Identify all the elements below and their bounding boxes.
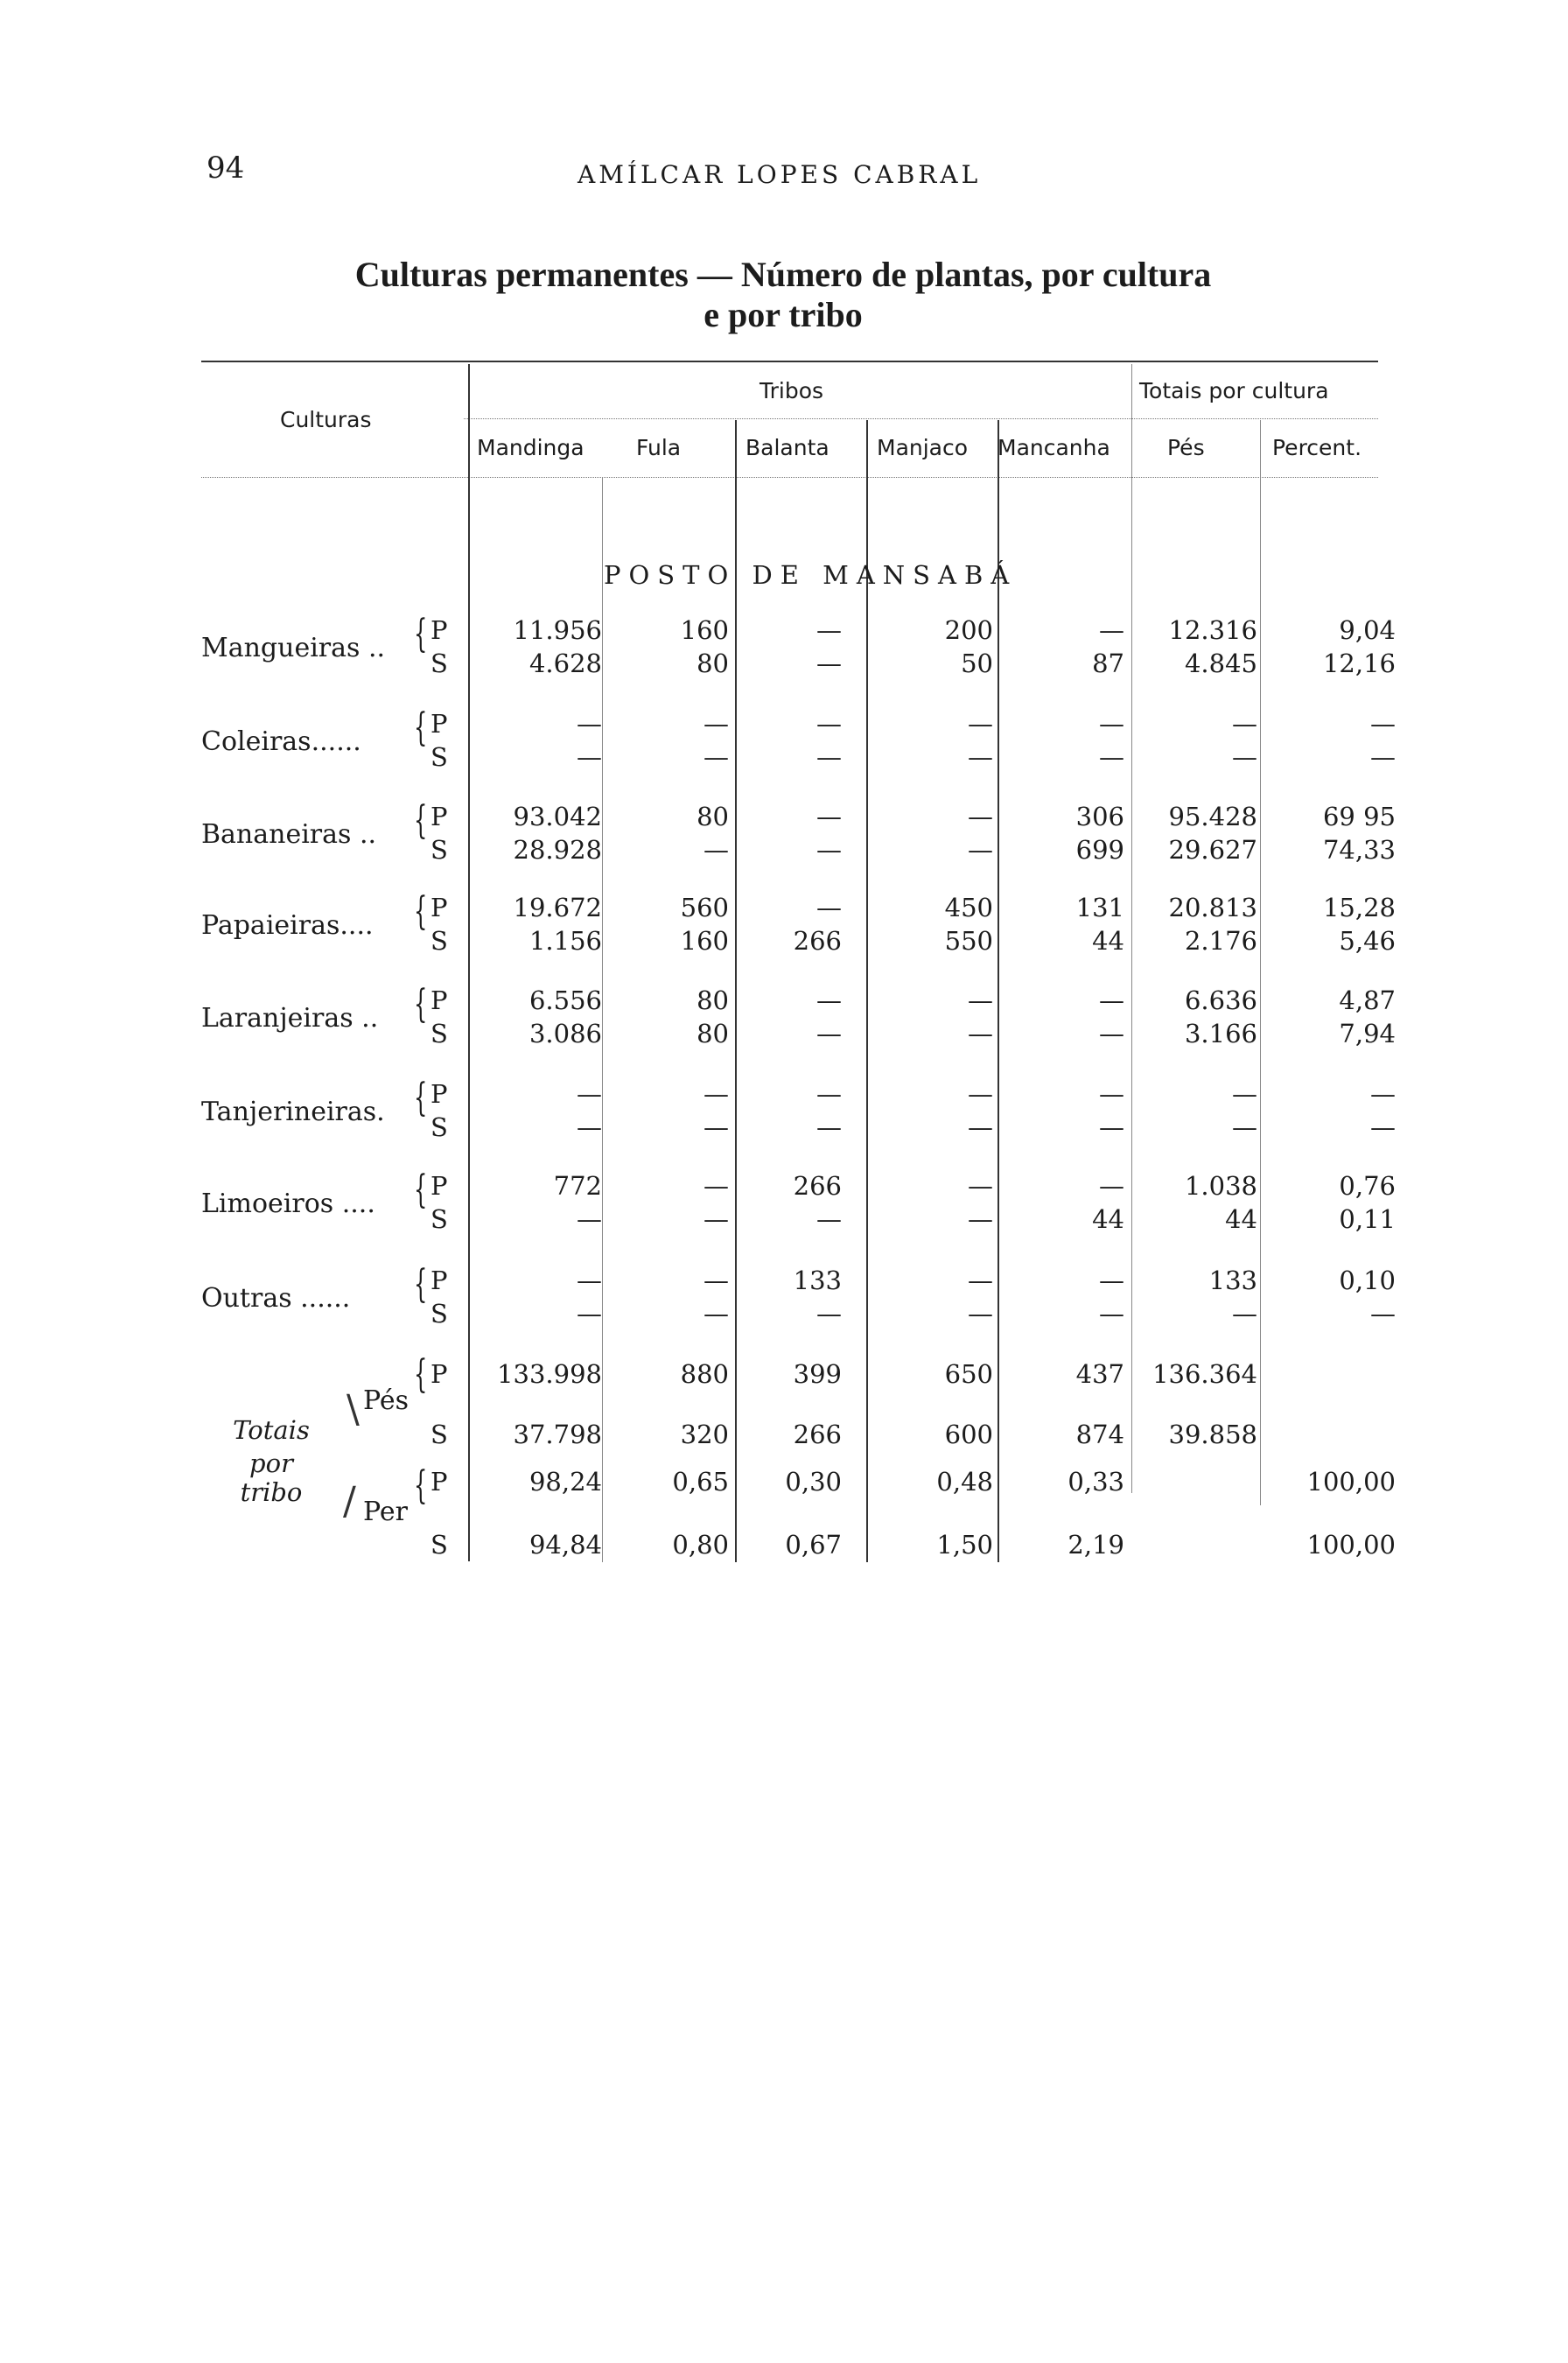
header-mid-rule [464, 418, 1378, 419]
cell-p-fula: 80 [696, 802, 729, 831]
cell-s-mandinga: — [577, 1112, 602, 1142]
totals-bar-lower: / [343, 1479, 356, 1524]
cell-p-pes: 1.038 [1184, 1171, 1257, 1201]
totals-cell-manjaco: 1,50 [936, 1530, 993, 1560]
cell-p-mandinga: 772 [553, 1171, 602, 1201]
cell-p-percent: — [1370, 1079, 1396, 1109]
cell-s-pes: 4.845 [1184, 649, 1257, 678]
cell-s-pes: — [1232, 1299, 1257, 1329]
cell-p-mancanha: — [1099, 1266, 1124, 1295]
cell-p-mandinga: 6.556 [528, 985, 602, 1015]
cell-s-manjaco: 50 [961, 649, 993, 678]
cell-p-balanta: — [816, 709, 842, 739]
cell-p-mandinga: 19.672 [513, 893, 602, 922]
cell-p-fula: 80 [696, 985, 729, 1015]
cell-s-pes: 3.166 [1184, 1019, 1257, 1048]
row-label: Tanjerineiras. [201, 1097, 385, 1127]
row-label: Bananeiras .. [201, 819, 377, 850]
row-label: Papaieiras.... [201, 910, 374, 941]
cell-p-balanta: — [816, 893, 842, 922]
totals-label-2: por [249, 1448, 293, 1478]
row-p-label: P [430, 893, 448, 922]
cell-s-mancanha: — [1099, 742, 1124, 772]
running-head: AMÍLCAR LOPES CABRAL [578, 160, 982, 189]
totals-cell-mandinga: 94,84 [528, 1530, 602, 1560]
cell-p-manjaco: — [968, 1171, 993, 1201]
totals-cell-balanta: 0,30 [785, 1467, 842, 1497]
cell-p-pes: 133 [1208, 1266, 1257, 1295]
totals-ps-label: P [430, 1467, 448, 1497]
cell-p-percent: 9,04 [1339, 615, 1396, 645]
totals-ps-label: S [430, 1530, 448, 1560]
header-top-rule [201, 361, 1378, 362]
cell-s-mandinga: 28.928 [513, 835, 602, 865]
cell-s-fula: — [704, 1299, 729, 1329]
cell-s-percent: 74,33 [1322, 835, 1396, 865]
cell-s-pes: 2.176 [1184, 926, 1257, 956]
totals-cell-percent: 100,00 [1306, 1530, 1396, 1560]
cell-s-balanta: — [816, 1204, 842, 1234]
cell-s-percent: — [1370, 1299, 1396, 1329]
row-brace: { [414, 982, 428, 1027]
header-culturas: Culturas [280, 407, 372, 432]
totals-cell-pes: 136.364 [1152, 1359, 1257, 1389]
cell-s-fula: — [704, 1112, 729, 1142]
totals-cell-balanta: 0,67 [785, 1530, 842, 1560]
cell-p-mandinga: 11.956 [513, 615, 602, 645]
cell-p-mandinga: — [577, 1079, 602, 1109]
cell-s-balanta: — [816, 742, 842, 772]
totals-cell-mancanha: 0,33 [1068, 1467, 1124, 1497]
row-s-label: S [430, 1299, 448, 1329]
cell-s-balanta: — [816, 835, 842, 865]
row-label: Limoeiros .... [201, 1189, 375, 1219]
cell-p-pes: — [1232, 1079, 1257, 1109]
cell-s-manjaco: 550 [944, 926, 993, 956]
totals-cell-pes: 39.858 [1168, 1420, 1257, 1449]
totals-cell-fula: 0,65 [672, 1467, 729, 1497]
cell-p-percent: — [1370, 709, 1396, 739]
totals-brace-pes: { [414, 1352, 428, 1397]
cell-s-mandinga: 1.156 [528, 926, 602, 956]
totals-cell-fula: 320 [680, 1420, 729, 1449]
cell-s-percent: 5,46 [1339, 926, 1396, 956]
col-manjaco: Manjaco [877, 435, 969, 460]
cell-s-percent: 7,94 [1339, 1019, 1396, 1048]
row-p-label: P [430, 1079, 448, 1109]
totals-brace-per: { [414, 1463, 428, 1508]
cell-s-manjaco: — [968, 835, 993, 865]
col-mandinga: Mandinga [477, 435, 584, 460]
cell-s-manjaco: — [968, 1204, 993, 1234]
totals-cell-manjaco: 650 [944, 1359, 993, 1389]
cell-p-manjaco: — [968, 985, 993, 1015]
rule-after-culturas [468, 364, 470, 1561]
totals-bar-upper: \ [346, 1387, 360, 1432]
cell-s-pes: 44 [1225, 1204, 1257, 1234]
totals-cell-balanta: 266 [793, 1420, 842, 1449]
cell-s-fula: 160 [680, 926, 729, 956]
cell-p-balanta: — [816, 985, 842, 1015]
cell-p-fula: — [704, 1079, 729, 1109]
row-s-label: S [430, 742, 448, 772]
cell-s-mandinga: 4.628 [528, 649, 602, 678]
cell-p-manjaco: — [968, 1266, 993, 1295]
col-mancanha: Mancanha [998, 435, 1110, 460]
cell-s-balanta: — [816, 649, 842, 678]
cell-s-mandinga: — [577, 742, 602, 772]
cell-s-mancanha: 87 [1092, 649, 1124, 678]
table-title-line-2: e por tribo [704, 295, 863, 334]
cell-p-balanta: 266 [793, 1171, 842, 1201]
cell-p-mandinga: — [577, 709, 602, 739]
cell-p-balanta: 133 [793, 1266, 842, 1295]
cell-s-manjaco: — [968, 742, 993, 772]
totals-ps-label: S [430, 1420, 448, 1449]
cell-s-fula: 80 [696, 1019, 729, 1048]
totals-ps-label: P [430, 1359, 448, 1389]
cell-s-mandinga: — [577, 1204, 602, 1234]
cell-p-balanta: — [816, 802, 842, 831]
cell-p-percent: 4,87 [1339, 985, 1396, 1015]
page-number: 94 [206, 151, 245, 186]
cell-p-fula: 560 [680, 893, 729, 922]
cell-p-manjaco: — [968, 709, 993, 739]
cell-p-fula: 160 [680, 615, 729, 645]
totals-cell-fula: 880 [680, 1359, 729, 1389]
cell-p-manjaco: — [968, 802, 993, 831]
cell-s-balanta: 266 [793, 926, 842, 956]
cell-p-pes: — [1232, 709, 1257, 739]
row-brace: { [414, 1076, 428, 1120]
cell-s-percent: 12,16 [1322, 649, 1396, 678]
row-label: Laranjeiras .. [201, 1003, 379, 1034]
totals-label-1: Totais [233, 1415, 310, 1445]
cell-s-percent: — [1370, 742, 1396, 772]
row-p-label: P [430, 985, 448, 1015]
cell-p-mandinga: 93.042 [513, 802, 602, 831]
cell-s-percent: 0,11 [1339, 1204, 1396, 1234]
cell-p-fula: — [704, 1266, 729, 1295]
row-brace: { [414, 798, 428, 843]
cell-s-fula: — [704, 835, 729, 865]
row-brace: { [414, 889, 428, 934]
cell-p-percent: 15,28 [1322, 893, 1396, 922]
cell-s-mancanha: 44 [1092, 926, 1124, 956]
cell-s-manjaco: — [968, 1299, 993, 1329]
cell-p-mancanha: — [1099, 1079, 1124, 1109]
cell-s-balanta: — [816, 1112, 842, 1142]
cell-s-manjaco: — [968, 1019, 993, 1048]
row-p-label: P [430, 1171, 448, 1201]
totals-cell-mancanha: 437 [1075, 1359, 1124, 1389]
cell-s-pes: — [1232, 1112, 1257, 1142]
row-p-label: P [430, 1266, 448, 1295]
col-pes: Pés [1167, 435, 1205, 460]
row-p-label: P [430, 709, 448, 739]
col-fula: Fula [636, 435, 682, 460]
cell-p-manjaco: 200 [944, 615, 993, 645]
row-s-label: S [430, 649, 448, 678]
cell-s-pes: 29.627 [1168, 835, 1257, 865]
section-title: POSTO DE MANSABÁ [604, 560, 1018, 590]
cell-p-mancanha: — [1099, 615, 1124, 645]
totals-cell-mancanha: 874 [1075, 1420, 1124, 1449]
row-s-label: S [430, 926, 448, 956]
cell-s-mandinga: — [577, 1299, 602, 1329]
col-percent: Percent. [1272, 435, 1362, 460]
totals-cell-mancanha: 2,19 [1068, 1530, 1124, 1560]
totals-cell-manjaco: 0,48 [936, 1467, 993, 1497]
table-title-line-1: Culturas permanentes — Número de plantas, por cultura [354, 255, 1212, 294]
cell-p-fula: — [704, 1171, 729, 1201]
cell-p-mancanha: — [1099, 1171, 1124, 1201]
cell-s-fula: — [704, 742, 729, 772]
cell-p-balanta: — [816, 1079, 842, 1109]
header-totais: Totais por cultura [1139, 378, 1329, 403]
totals-cell-percent: 100,00 [1306, 1467, 1396, 1497]
cell-p-balanta: — [816, 615, 842, 645]
row-p-label: P [430, 615, 448, 645]
cell-s-pes: — [1232, 742, 1257, 772]
cell-p-percent: 0,76 [1339, 1171, 1396, 1201]
cell-s-mancanha: 44 [1092, 1204, 1124, 1234]
totals-label-3: tribo [240, 1477, 303, 1507]
cell-s-manjaco: — [968, 1112, 993, 1142]
header-bottom-rule [201, 477, 1378, 478]
totals-cell-mandinga: 37.798 [513, 1420, 602, 1449]
totals-per-label: Per [363, 1497, 408, 1527]
row-s-label: S [430, 1112, 448, 1142]
cell-p-percent: 0,10 [1339, 1266, 1396, 1295]
totals-cell-manjaco: 600 [944, 1420, 993, 1449]
totals-cell-fula: 0,80 [672, 1530, 729, 1560]
cell-p-fula: — [704, 709, 729, 739]
cell-p-pes: 20.813 [1168, 893, 1257, 922]
cell-p-pes: 95.428 [1168, 802, 1257, 831]
cell-s-mancanha: — [1099, 1019, 1124, 1048]
cell-s-fula: — [704, 1204, 729, 1234]
header-tribos: Tribos [760, 378, 824, 403]
row-s-label: S [430, 835, 448, 865]
cell-p-pes: 6.636 [1184, 985, 1257, 1015]
row-brace: { [414, 1167, 428, 1212]
row-s-label: S [430, 1019, 448, 1048]
cell-p-mancanha: 131 [1075, 893, 1124, 922]
cell-p-mancanha: — [1099, 709, 1124, 739]
cell-s-mancanha: — [1099, 1112, 1124, 1142]
cell-s-fula: 80 [696, 649, 729, 678]
cell-p-manjaco: — [968, 1079, 993, 1109]
row-p-label: P [430, 802, 448, 831]
rule-after-pes [1260, 420, 1261, 1505]
row-brace: { [414, 1262, 428, 1307]
cell-p-mandinga: — [577, 1266, 602, 1295]
cell-s-balanta: — [816, 1019, 842, 1048]
cell-p-mancanha: — [1099, 985, 1124, 1015]
cell-p-pes: 12.316 [1168, 615, 1257, 645]
cell-p-mancanha: 306 [1075, 802, 1124, 831]
row-brace: { [414, 612, 428, 656]
totals-cell-mandinga: 98,24 [528, 1467, 602, 1497]
row-label: Coleiras...... [201, 726, 361, 757]
cell-s-mancanha: 699 [1075, 835, 1124, 865]
cell-s-percent: — [1370, 1112, 1396, 1142]
cell-p-manjaco: 450 [944, 893, 993, 922]
cell-s-balanta: — [816, 1299, 842, 1329]
totals-cell-balanta: 399 [793, 1359, 842, 1389]
cell-s-mandinga: 3.086 [528, 1019, 602, 1048]
row-label: Mangueiras .. [201, 633, 386, 663]
row-brace: { [414, 705, 428, 750]
totals-cell-mandinga: 133.998 [497, 1359, 602, 1389]
row-s-label: S [430, 1204, 448, 1234]
totals-pes-label: Pés [363, 1385, 409, 1416]
cell-p-percent: 69 95 [1322, 802, 1396, 831]
cell-s-mancanha: — [1099, 1299, 1124, 1329]
row-label: Outras ...... [201, 1283, 351, 1314]
col-balanta: Balanta [746, 435, 830, 460]
